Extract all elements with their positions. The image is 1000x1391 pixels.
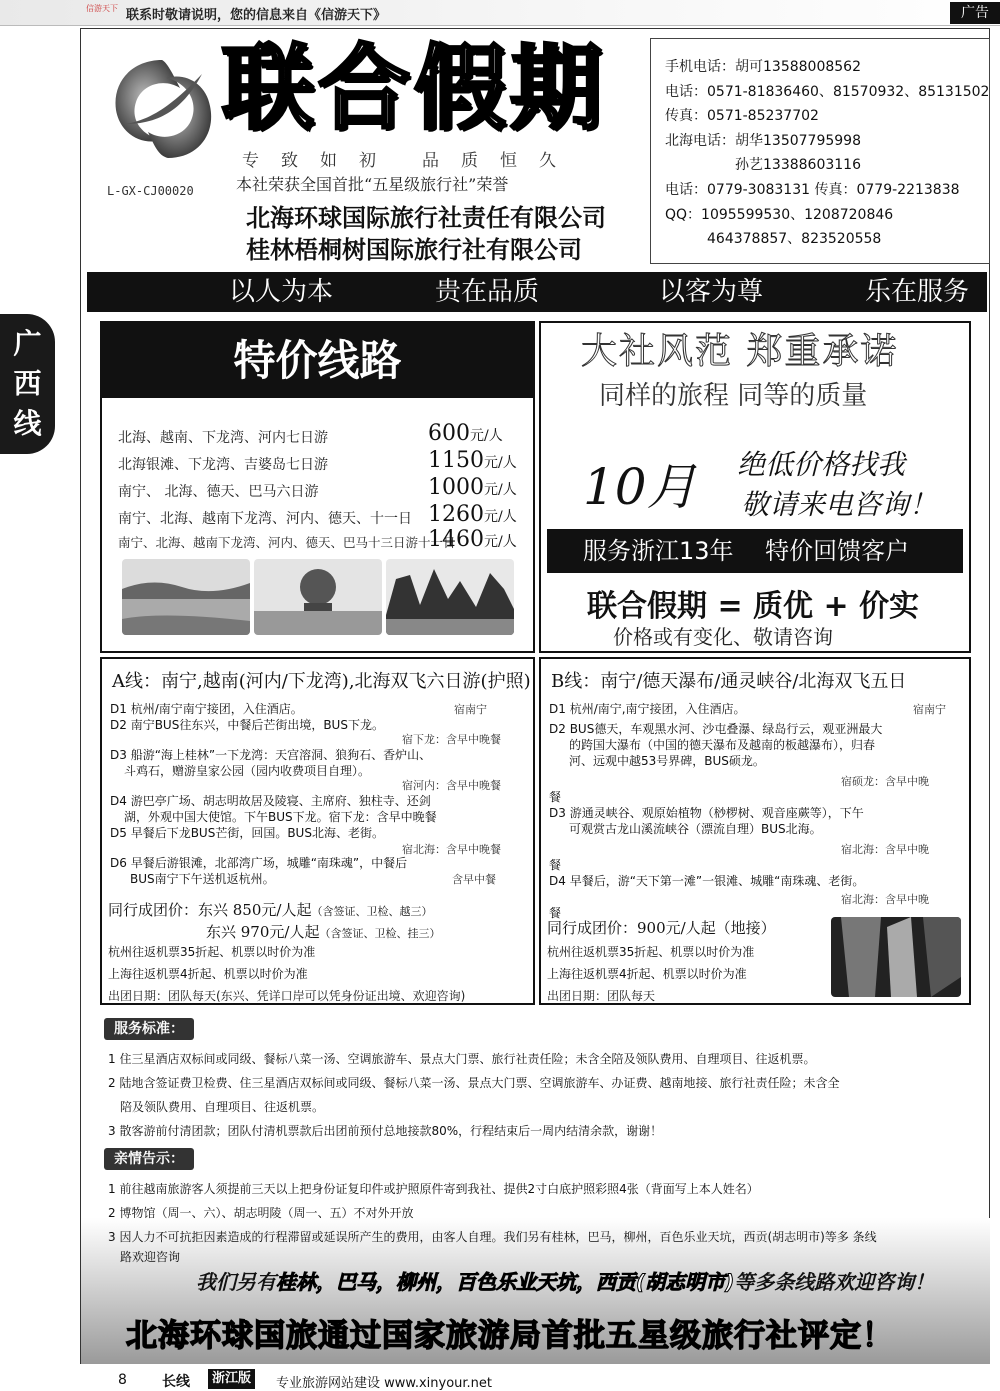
service-item: 2 陆地含签证费卫检费、住三星酒店双标间或同级、餐标八菜一汤、景点大门票、空调旅游车、办证费、越南地接、旅行社责任险；未含全: [108, 1076, 840, 1090]
bay-photo: [386, 559, 514, 635]
itinerary-b-line: 可观赏古龙山溪流峡谷（漂流自理）BUS北海。: [569, 822, 822, 836]
itinerary-b-line: 餐: [549, 790, 562, 804]
contact-line: 电话：0571-81836460、81570932、85131502: [665, 83, 990, 100]
route-name: 南宁、 北海、德天、巴马六日游: [118, 484, 319, 500]
route-price: 1260元/人: [428, 502, 517, 527]
promo-box: [539, 321, 971, 653]
swirl-logo-icon: [106, 54, 218, 164]
route-price: 1460元/人: [428, 527, 517, 552]
itinerary-b-line: 宿北海：含早中晚: [841, 893, 929, 906]
route-name: 北海银滩、下龙湾、吉婆岛七日游: [118, 457, 328, 473]
itinerary-b-line: D1 杭州/南宁,南宁接团，入住酒店。: [549, 702, 746, 716]
motto-item: 贵在品质: [435, 277, 540, 307]
promo-note: 价格或有变化、敬请咨询: [613, 625, 833, 649]
service-tag: 服务标准：: [104, 1018, 194, 1040]
slogan-right: 品质恒久: [422, 151, 578, 171]
waterfall-photo: [831, 917, 961, 997]
promo-headline: 大社风范 郑重承诺: [581, 331, 899, 372]
promo-low-price: 绝低价格找我: [737, 448, 906, 481]
route-name: 北海、越南、下龙湾、河内七日游: [118, 430, 328, 446]
promo-equation: 联合假期 = 质优 + 价实: [587, 589, 920, 624]
brand-slogan: [242, 146, 578, 171]
contact-line: QQ：1095599530、1208720846: [665, 206, 894, 223]
itinerary-b-line: 餐: [549, 858, 562, 872]
company-name-1: 北海环球国际旅行社责任有限公司: [246, 204, 606, 232]
contact-line: 北海电话：胡华13507795998: [665, 132, 861, 149]
ticket-note: 上海往返机票4折起、机票以时价为准: [547, 967, 747, 981]
itinerary-b-line: 的跨国大瀑布（中国的德天瀑布及越南的板越瀑布），归春: [569, 738, 876, 752]
promo-subheadline: 同样的旅程 同等的质量: [599, 381, 868, 411]
itinerary-a-line: D4 游巴亭广场、胡志明故居及陵寝、主席府、独柱寺、还剑: [110, 794, 431, 808]
motto-item: 以客为尊: [659, 277, 764, 307]
itinerary-a-line: 宿下龙：含早中晚餐: [402, 733, 501, 746]
itinerary-a-line: 宿南宁: [454, 703, 487, 716]
itinerary-a-line: D1 杭州/南宁南宁接团，入住酒店。: [110, 702, 303, 716]
itinerary-b-line: 宿南宁: [913, 703, 946, 716]
itinerary-b-line: 宿硕龙：含早中晚: [841, 775, 929, 788]
itinerary-a-line: D6 早餐后游银滩，北部湾广场，城雕“南珠魂”，中餐后: [110, 856, 408, 870]
tip-item: 3 因人力不可抗拒因素造成的行程滞留或延误所产生的费用，由客人自理。我们另有桂林，巴马，柳州，百色乐业天坑，西贡(胡志明市)等多 条线: [108, 1230, 877, 1244]
itinerary-a: [100, 657, 535, 1005]
route-name: 南宁、北海、越南下龙湾、河内、德天、十一日: [118, 511, 412, 527]
itinerary-a-title: A线：南宁,越南(河内/下龙湾),北海双飞六日游(护照): [112, 671, 531, 692]
motto-item: 以人为本: [229, 277, 334, 307]
service-item: 1 住三星酒店双标间或同级、餐标八菜一汤、空调旅游车、景点大门票、旅行社责任险；未含全陪及领队费用、自理项目、往返机票。: [108, 1052, 816, 1066]
itinerary-a-line: 斗鸡石，赠游皇家公园（园内收费项目自理）。: [124, 764, 371, 778]
itinerary-b: [539, 657, 971, 1005]
itinerary-b-title: B线：南宁/德天瀑布/通灵峡谷/北海双飞五日: [551, 671, 907, 692]
route-price: 1150元/人: [428, 448, 517, 473]
itinerary-b-line: 河、远观中越53号界碑，BUS硕龙。: [569, 754, 765, 768]
route-name: 南宁、北海、越南下龙湾、河内、德天、巴马十三日游十一日: [118, 535, 456, 550]
tip-item: 1 前往越南旅游客人须提前三天以上把身份证复印件或护照原件寄到我社、提供2寸白底护照彩照4张（背面写上本人姓名）: [108, 1182, 759, 1196]
honor-statement: 本社荣获全国首批“五星级旅行社”荣誉: [236, 175, 509, 194]
special-routes-title: 特价线路: [102, 323, 533, 398]
motto-banner: [87, 272, 987, 312]
tip-item: 路欢迎咨询: [108, 1250, 181, 1264]
contact-box: [650, 38, 990, 264]
region-char: 西: [13, 367, 42, 400]
itinerary-a-line: D5 早餐后下龙BUS芒街，回国。BUS北海、老街。: [110, 826, 384, 840]
departure-date: 出团日期：团队每天: [547, 989, 656, 1003]
itinerary-a-line: D3 船游“海上桂林”一下龙湾：天宫溶洞、狼狗石、香炉山、: [110, 748, 432, 762]
departure-date: 出团日期：团队每天(东兴、凭详口岸可以凭身份证出境、欢迎咨询): [108, 989, 466, 1003]
group-price: 同行成团价：900元/人起（地接）: [547, 919, 776, 937]
itinerary-b-line: D2 BUS德天，车观黑水河、沙屯叠瀑、绿岛行云，观亚洲最大: [549, 722, 883, 736]
page-number: 8: [118, 1372, 127, 1388]
service-item: 陪及领队费用、自理项目、往返机票。: [108, 1100, 325, 1114]
contact-line: 464378857、823520558: [665, 231, 882, 248]
region-char: 线: [13, 407, 42, 440]
group-price: 同行成团价：东兴 850元/人起（含签证、卫检、越三）: [108, 901, 433, 919]
route-price: 600元/人: [428, 421, 503, 446]
source-note: 联系时敬请说明，您的信息来自《信游天下》: [126, 8, 387, 23]
top-bar: [0, 0, 1000, 26]
special-routes-box: [100, 321, 535, 653]
itinerary-b-line: 餐: [549, 906, 562, 920]
route-price: 1000元/人: [428, 475, 517, 500]
publisher-logo: 信游天下: [86, 4, 118, 13]
itinerary-a-line: 含早中餐: [452, 873, 496, 886]
promo-service-bar: 服务浙江13年 特价回馈客户: [547, 529, 963, 573]
certification-banner: 北海环球国旅通过国家旅游局首批五星级旅行社评定！: [126, 1318, 894, 1354]
group-price: 东兴 970元/人起（含签证、卫检、挂三）: [206, 923, 441, 941]
motto-item: 乐在服务: [865, 277, 970, 307]
contact-line: 电话：0779-3083131 传真：0779-2213838: [665, 181, 960, 198]
region-char: 广: [13, 327, 42, 360]
itinerary-b-line: D3 游通灵峡谷、观原始植物（桫椤树、观音座蕨等），下午: [549, 806, 864, 820]
more-routes-places: 桂林，巴马，柳州，百色乐业天坑，西贡(胡志明市): [276, 1270, 735, 1294]
itinerary-a-line: BUS南宁下午送机返杭州。: [130, 872, 275, 886]
company-name-2: 桂林梧桐树国际旅行社有限公司: [246, 236, 582, 264]
service-item: 3 散客游前付清团款；团队付清机票款后出团前预付总地接款80%，行程结束后一周内结清余款，谢谢！: [108, 1124, 663, 1138]
brand-title: 联合假期: [222, 35, 607, 142]
ticket-note: 杭州往返机票35折起、机票以时价为准: [547, 945, 755, 959]
footer-website: 专业旅游网站建设 www.xinyour.net: [276, 1376, 493, 1391]
tip-item: 2 博物馆（周一、六）、胡志明陵（周一、五）不对外开放: [108, 1206, 414, 1220]
magazine-section: 长线: [162, 1374, 190, 1390]
more-routes: 我们另有桂林，巴马，柳州，百色乐业天坑，西贡(胡志明市)等多条线路欢迎咨询！: [196, 1270, 935, 1294]
license-number: L-GX-CJ00020: [107, 184, 194, 198]
promo-month: 10月: [583, 458, 697, 516]
itinerary-b-line: D4 早餐后，游“天下第一滩”一银滩、城雕“南珠魂、老街。: [549, 874, 865, 888]
contact-line: 手机电话：胡可13588008562: [665, 59, 861, 75]
tips-tag: 亲情告示：: [104, 1148, 194, 1170]
ad-tag: 广告: [950, 2, 1000, 24]
promo-call: 敬请来电咨询！: [741, 488, 938, 521]
itinerary-a-line: 湖，外观中国大使馆。下午BUS下龙。宿下龙：含早中晚餐: [124, 810, 437, 824]
itinerary-a-line: 宿北海：含早中晚餐: [402, 843, 501, 856]
beach-photo: [122, 559, 250, 635]
slogan-left: 专致如初: [242, 151, 398, 171]
contact-line: 传真：0571-85237702: [665, 108, 819, 125]
sculpture-photo: [254, 559, 382, 635]
itinerary-b-line: 宿北海：含早中晚: [841, 843, 929, 856]
itinerary-a-line: 宿河内：含早中晚餐: [402, 779, 501, 792]
region-tab: [0, 314, 55, 454]
itinerary-a-line: D2 南宁BUS往东兴，中餐后芒街出境，BUS下龙。: [110, 718, 384, 732]
ticket-note: 杭州往返机票35折起、机票以时价为准: [108, 945, 316, 959]
edition-badge: 浙江版: [208, 1369, 255, 1389]
ticket-note: 上海往返机票4折起、机票以时价为准: [108, 967, 308, 981]
contact-line: 孙艺13388603116: [665, 157, 861, 174]
